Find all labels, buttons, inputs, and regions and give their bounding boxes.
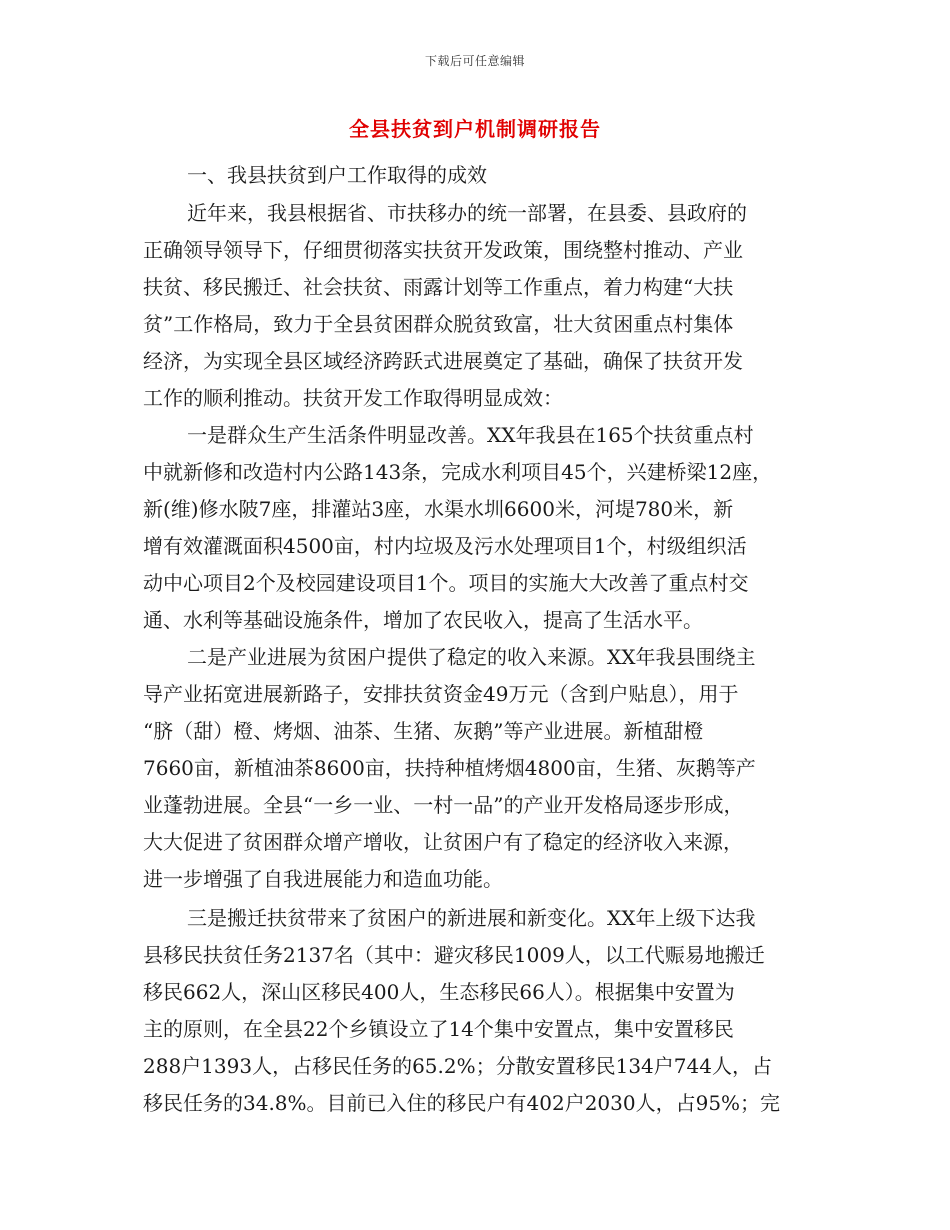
paragraph-line: 工作的顺利推动。扶贫开发工作取得明显成效： xyxy=(143,386,563,410)
paragraph-line: 二是产业进展为贫困户提供了稳定的收入来源。XX年我县围绕主 xyxy=(187,645,756,669)
paragraph-line: 主的原则，在全县22个乡镇设立了14个集中安置点，集中安置移民 xyxy=(143,1017,734,1041)
paragraph-line: 扶贫、移民搬迁、社会扶贫、雨露计划等工作重点，着力构建“大扶 xyxy=(143,275,734,299)
paragraph-line: 通、水利等基础设施条件，增加了农民收入，提高了生活水平。 xyxy=(143,608,703,632)
paragraph-line: 大大促进了贫困群众增产增收，让贫困户有了稳定的经济收入来源， xyxy=(143,830,743,854)
paragraph-line: 三是搬迁扶贫带来了贫困户的新进展和新变化。XX年上级下达我 xyxy=(187,906,756,930)
paragraph-line: 经济，为实现全县区域经济跨跃式进展奠定了基础，确保了扶贫开发 xyxy=(143,349,743,373)
paragraph-line: 288户1393人，占移民任务的65.2%；分散安置移民134户744人，占 xyxy=(143,1054,772,1078)
paragraph-line: 近年来，我县根据省、市扶移办的统一部署，在县委、县政府的 xyxy=(187,201,747,225)
paragraph-line: 动中心项目2个及校园建设项目1个。项目的实施大大改善了重点村交 xyxy=(143,571,749,595)
paragraph-line: 一是群众生产生活条件明显改善。XX年我县在165个扶贫重点村 xyxy=(187,423,754,447)
paragraph-line: 业蓬勃进展。全县“一乡一业、一村一品”的产业开发格局逐步形成， xyxy=(143,793,744,817)
paragraph-line: 进一步增强了自我进展能力和造血功能。 xyxy=(143,867,503,891)
paragraph-line: 新(维)修水陂7座，排灌站3座，水渠水圳6600米，河堤780米，新 xyxy=(143,497,734,521)
paragraph-line: 县移民扶贫任务2137名（其中：避灾移民1009人，以工代赈易地搬迁 xyxy=(143,943,765,967)
paragraph-line: 增有效灌溉面积4500亩，村内垃圾及污水处理项目1个，村级组织活 xyxy=(143,534,747,558)
paragraph-line: 正确领导领导下，仔细贯彻落实扶贫开发政策，围绕整村推动、产业 xyxy=(143,238,743,262)
document-title: 全县扶贫到户机制调研报告 xyxy=(349,117,601,141)
paragraph-line: 移民任务的34.8%。目前已入住的移民户有402户2030人，占95%；完 xyxy=(143,1091,781,1115)
paragraph-line: 移民662人，深山区移民400人，生态移民66人）。根据集中安置为 xyxy=(143,980,735,1004)
paragraph-line: 7660亩，新植油茶8600亩，扶持种植烤烟4800亩，生猪、灰鹅等产 xyxy=(143,756,756,780)
section-heading: 一、我县扶贫到户工作取得的成效 xyxy=(187,163,487,187)
paragraph-line: “脐（甜）橙、烤烟、油茶、生猪、灰鹅”等产业进展。新植甜橙 xyxy=(143,719,704,743)
paragraph-line: 中就新修和改造村内公路143条，完成水利项目45个，兴建桥梁12座， xyxy=(143,460,773,484)
paragraph-line: 贫”工作格局，致力于全县贫困群众脱贫致富，壮大贫困重点村集体 xyxy=(143,312,734,336)
paragraph-line: 导产业拓宽进展新路子，安排扶贫资金49万元（含到户贴息），用于 xyxy=(143,682,739,706)
page-header-note: 下载后可任意编辑 xyxy=(424,54,525,68)
